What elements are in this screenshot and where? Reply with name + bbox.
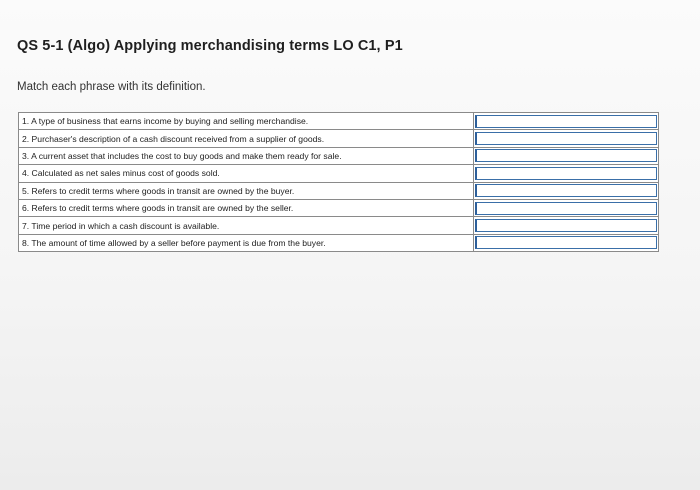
answer-cell [474,217,659,234]
answer-dropdown[interactable] [475,167,657,180]
phrase-cell: 2. Purchaser's description of a cash discount received from a supplier of goods. [19,130,474,147]
answer-cell [474,199,659,216]
phrase-cell: 8. The amount of time allowed by a seller before payment is due from the buyer. [19,234,474,251]
instructions-text: Match each phrase with its definition. [17,81,206,93]
table-row [19,199,659,216]
table-row [19,130,659,147]
phrase-cell: 3. A current asset that includes the cost to buy goods and make them ready for sale. [19,147,474,164]
table-row [19,147,659,164]
answer-dropdown[interactable] [475,132,657,145]
answer-dropdown[interactable] [475,236,657,249]
answer-dropdown[interactable] [475,219,657,232]
answer-cell [474,234,659,251]
table-row [19,234,659,251]
table-row [19,165,659,182]
answer-dropdown[interactable] [475,149,657,162]
table-row [19,217,659,234]
matching-table [18,112,659,252]
answer-dropdown[interactable] [475,115,657,128]
answer-dropdown[interactable] [475,202,657,215]
answer-cell [474,165,659,182]
phrase-cell: 1. A type of business that earns income by buying and selling merchandise. [19,113,474,130]
answer-cell [474,113,659,130]
phrase-cell: 5. Refers to credit terms where goods in transit are owned by the buyer. [19,182,474,199]
answer-cell [474,147,659,164]
answer-cell [474,182,659,199]
phrase-cell: 7. Time period in which a cash discount is available. [19,217,474,234]
table-row [19,113,659,130]
answer-cell [474,130,659,147]
phrase-cell: 4. Calculated as net sales minus cost of goods sold. [19,165,474,182]
phrase-cell: 6. Refers to credit terms where goods in transit are owned by the seller. [19,199,474,216]
question-title: QS 5-1 (Algo) Applying merchandising terms LO C1, P1 [17,38,403,54]
table-row [19,182,659,199]
answer-dropdown[interactable] [475,184,657,197]
